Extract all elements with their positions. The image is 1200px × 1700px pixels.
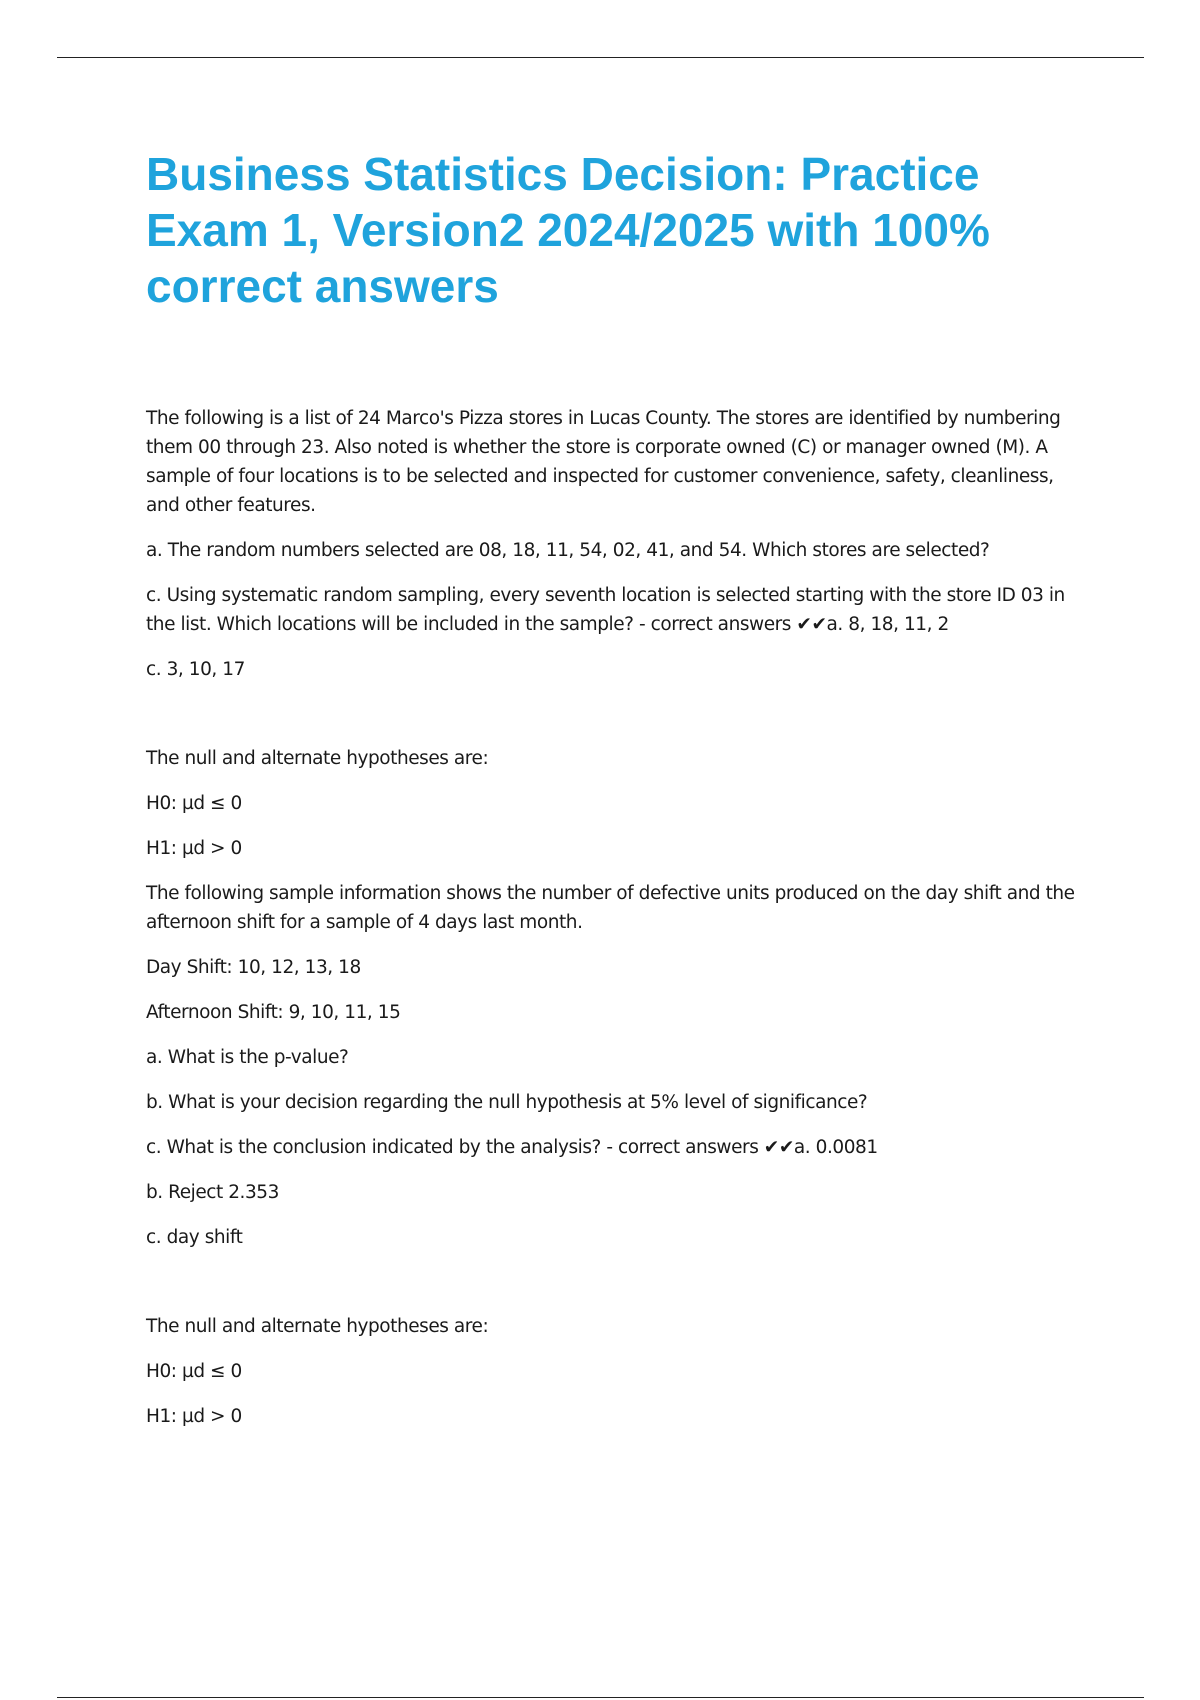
document-body — [146, 404, 1076, 1431]
q1-answer-c: c. 3, 10, 17 — [146, 659, 245, 680]
q1-part-c: c. Using systematic random sampling, every seventh location is selected starting with the store ID 03 in the list. Which locations will be included in the sample? - correct answers ✔✔a. 8, 18, 11, 2 — [146, 585, 1065, 635]
q2-alternate-hypothesis: H1: µd > 0 — [146, 838, 242, 859]
q2-answer-c: c. day shift — [146, 1227, 243, 1248]
q3-null-hypothesis: H0: µd ≤ 0 — [146, 1361, 242, 1382]
q2-afternoon-shift: Afternoon Shift: 9, 10, 11, 15 — [146, 1002, 401, 1023]
q2-day-shift: Day Shift: 10, 12, 13, 18 — [146, 957, 361, 978]
q2-answer-b: b. Reject 2.353 — [146, 1182, 279, 1203]
q1-part-a: a. The random numbers selected are 08, 18, 11, 54, 02, 41, and 54. Which stores are selected? — [146, 540, 990, 561]
top-rule — [57, 57, 1144, 58]
document-title: Business Statistics Decision: Practice Exam 1, Version2 2024/2025 with 100% correct answers — [146, 148, 990, 312]
q2-part-a: a. What is the p-value? — [146, 1047, 349, 1068]
q1-intro-paragraph: The following is a list of 24 Marco's Pizza stores in Lucas County. The stores are identified by numbering them 00 through 23. Also noted is whether the store is corporate owned (C) or manager owned (M). A sample of four locations is to be selected and inspected for customer convenience, safety, cleanliness, and other features. — [146, 408, 1061, 516]
q2-sample-info: The following sample information shows the number of defective units produced on the day shift and the afternoon shift for a sample of 4 days last month. — [146, 883, 1075, 933]
q2-hypotheses-intro: The null and alternate hypotheses are: — [146, 748, 489, 769]
q3-hypotheses-intro: The null and alternate hypotheses are: — [146, 1316, 489, 1337]
q3-alternate-hypothesis: H1: µd > 0 — [146, 1406, 242, 1427]
q2-null-hypothesis: H0: µd ≤ 0 — [146, 793, 242, 814]
bottom-rule — [57, 1697, 1144, 1698]
q2-part-b: b. What is your decision regarding the null hypothesis at 5% level of significance? — [146, 1092, 868, 1113]
q2-part-c: c. What is the conclusion indicated by the analysis? - correct answers ✔✔a. 0.0081 — [146, 1137, 878, 1158]
